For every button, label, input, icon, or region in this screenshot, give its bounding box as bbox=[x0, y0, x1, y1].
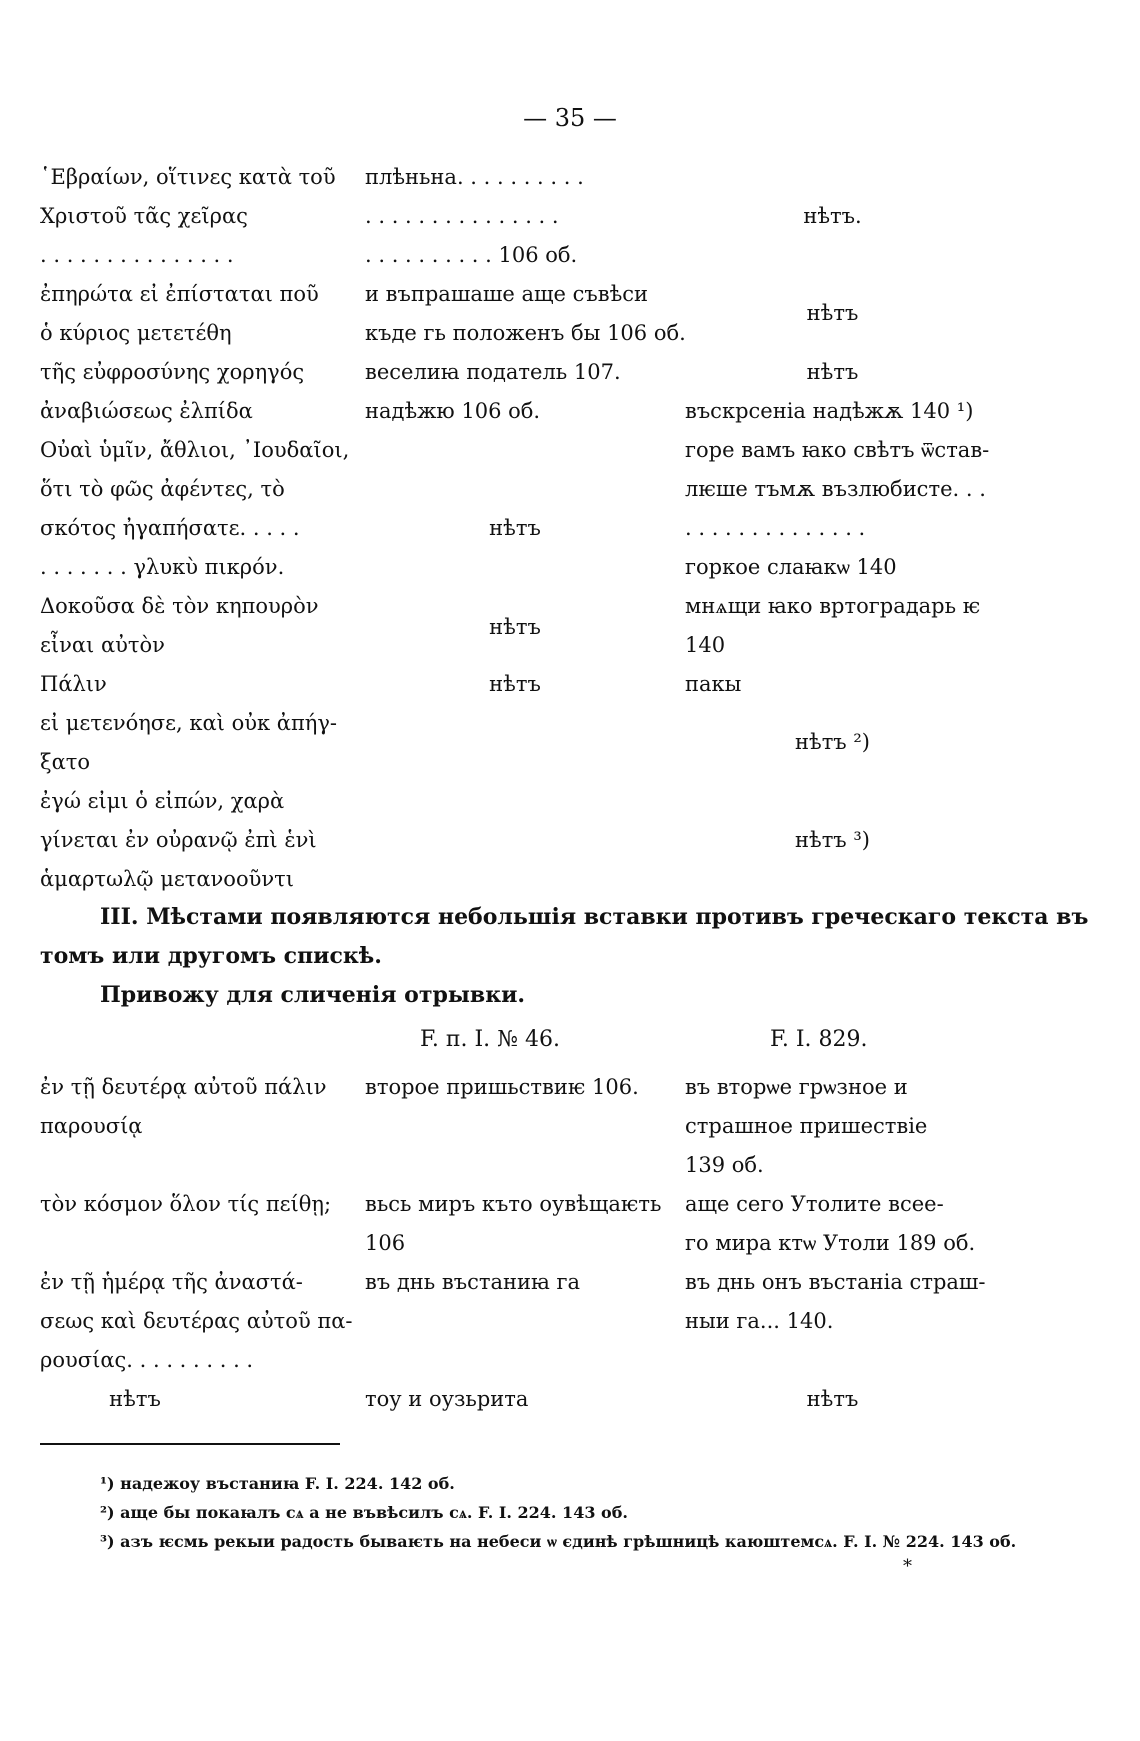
slavonic-fp46-cell-line: нѣтъ bbox=[489, 516, 541, 540]
slavonic-f829-cell-line: аще сего Утолите всее- bbox=[685, 1192, 944, 1216]
greek-cell-line: ὅτι τὸ φῶς ἀφέντες, τὸ bbox=[40, 477, 285, 501]
section-paragraph bbox=[40, 898, 1089, 976]
slavonic-f829-cell bbox=[685, 431, 990, 548]
slavonic-f829-cell-line: 139 об. bbox=[685, 1153, 764, 1177]
greek-cell bbox=[40, 1068, 340, 1146]
slavonic-f829-cell bbox=[685, 353, 980, 392]
slavonic-fp46-cell bbox=[365, 353, 665, 392]
slavonic-f829-cell-line: . . . . . . . . . . . . . . bbox=[685, 516, 866, 540]
paragraph-line-3: Привожу для сличенія отрывки. bbox=[100, 982, 526, 1008]
greek-cell-line: γίνεται ἐν οὐρανῷ ἐπὶ ἑνὶ bbox=[40, 828, 317, 852]
star-mark: * bbox=[903, 1556, 912, 1577]
slavonic-fp46-cell bbox=[365, 1380, 665, 1419]
greek-cell bbox=[40, 236, 340, 275]
slavonic-f829-cell-line: нѣтъ bbox=[806, 360, 859, 384]
paragraph-line-1: III. Мѣстами появляются небольшія вставки противъ греческаго текста въ bbox=[100, 904, 1089, 930]
slavonic-f829-cell bbox=[685, 1185, 980, 1263]
greek-cell bbox=[40, 665, 340, 704]
slavonic-f829-cell-line: го мира ктѡ Утоли 189 об. bbox=[685, 1231, 976, 1255]
greek-cell-line: нѣтъ bbox=[109, 1387, 161, 1411]
greek-cell bbox=[40, 782, 340, 899]
slavonic-f829-cell-line: ныи га... 140. bbox=[685, 1309, 834, 1333]
greek-cell-line: ὁ κύριος μετετέθη bbox=[40, 321, 232, 345]
greek-cell-line: Οὐαὶ ὑμῖν, ἄθλιοι, ᾿Ιουδαῖοι, bbox=[40, 438, 350, 462]
column-header-f829: F. I. 829. bbox=[770, 1027, 868, 1052]
slavonic-fp46-cell-line bbox=[365, 470, 665, 509]
column-header-fp46: F. п. I. № 46. bbox=[420, 1027, 560, 1052]
greek-cell bbox=[40, 1380, 230, 1419]
greek-cell-line: Δοκοῦσα δὲ τὸν κηπουρὸν bbox=[40, 594, 319, 618]
greek-cell bbox=[40, 353, 340, 392]
greek-cell bbox=[40, 587, 340, 665]
slavonic-fp46-cell-line: и въпрашаше аще съвѣси bbox=[365, 282, 648, 306]
slavonic-fp46-cell bbox=[365, 1185, 665, 1263]
slavonic-fp46-cell-line: тоу и оузьрита bbox=[365, 1387, 529, 1411]
slavonic-f829-cell bbox=[685, 1068, 980, 1185]
slavonic-f829-cell bbox=[685, 294, 980, 333]
footnote-3 bbox=[100, 1528, 1017, 1556]
slavonic-f829-cell bbox=[685, 548, 980, 587]
greek-cell-line: ἐν τῇ ἡμέρᾳ τῆς ἀναστά- bbox=[40, 1270, 303, 1294]
slavonic-fp46-cell-line: къде гь положенъ бы 106 об. bbox=[365, 321, 686, 345]
greek-cell bbox=[40, 1263, 353, 1380]
greek-cell-line: Χριστοῦ τᾶς χεῖρας bbox=[40, 204, 248, 228]
footnote-2 bbox=[100, 1499, 980, 1527]
greek-cell-line: ἐπηρώτα εἰ ἐπίσταται ποῦ bbox=[40, 282, 319, 306]
slavonic-fp46-cell bbox=[365, 431, 665, 548]
slavonic-f829-cell-line: нѣтъ bbox=[806, 1387, 859, 1411]
greek-cell-line: ξατο bbox=[40, 750, 91, 774]
greek-cell-line: ἐγώ εἰμι ὁ εἰπών, χαρὰ bbox=[40, 789, 285, 813]
slavonic-f829-cell bbox=[685, 723, 980, 762]
greek-cell-line: τῆς εὐφροσύνης χορηγός bbox=[40, 360, 305, 384]
greek-cell-line: . . . . . . . γλυκὺ πικρόν. bbox=[40, 555, 285, 579]
paragraph-intro bbox=[40, 976, 980, 1015]
slavonic-f829-cell bbox=[685, 1380, 980, 1419]
slavonic-f829-cell-line: нѣтъ. bbox=[803, 204, 862, 228]
slavonic-f829-cell-line: нѣтъ ²) bbox=[795, 730, 870, 754]
slavonic-f829-cell-line: нѣтъ ³) bbox=[795, 828, 870, 852]
slavonic-fp46-cell-line: вьсь миръ къто оувѣщаѥть bbox=[365, 1192, 662, 1216]
slavonic-f829-cell bbox=[685, 392, 980, 431]
slavonic-fp46-cell-line: надѣжю 106 об. bbox=[365, 399, 541, 423]
slavonic-fp46-cell-line: нѣтъ bbox=[489, 672, 541, 696]
greek-cell-line: σεως καὶ δευτέρας αὐτοῦ πα- bbox=[40, 1309, 353, 1333]
slavonic-f829-cell-line: мнѧщи ꙗко вртоградарь ѥ bbox=[685, 594, 981, 618]
slavonic-fp46-cell-line: 106 bbox=[365, 1231, 406, 1255]
slavonic-fp46-cell bbox=[365, 158, 665, 275]
slavonic-f829-cell-line: горе вамъ ꙗко свѣтъ ѿстав- bbox=[685, 438, 990, 462]
greek-cell-line: ἀναβιώσεως ἐλπίδα bbox=[40, 399, 253, 423]
greek-cell bbox=[40, 1185, 340, 1224]
slavonic-fp46-cell-line: . . . . . . . . . . 106 об. bbox=[365, 243, 578, 267]
greek-cell-line: ἐν τῇ δευτέρᾳ αὐτοῦ πάλιν bbox=[40, 1075, 327, 1099]
slavonic-fp46-cell bbox=[365, 1068, 665, 1107]
greek-cell-line: ρουσίας. . . . . . . . . . bbox=[40, 1348, 254, 1372]
slavonic-fp46-cell bbox=[365, 1263, 665, 1302]
page-number: — 35 — bbox=[523, 104, 617, 132]
slavonic-f829-cell-line: 140 bbox=[685, 633, 726, 657]
slavonic-f829-cell-line: лѥше тъмѫ възлюбисте. . . bbox=[685, 477, 986, 501]
greek-cell bbox=[40, 158, 340, 236]
greek-cell bbox=[40, 548, 340, 587]
footnote-mark: ¹) bbox=[100, 1474, 121, 1493]
footnote-text: аще бы покаꙗлъ сѧ а не въвѣсилъ сѧ. F. I. 224. 143 об. bbox=[120, 1503, 628, 1522]
greek-cell-line: ἁμαρτωλῷ μετανοοῦντι bbox=[40, 867, 294, 891]
greek-cell-line: εἰ μετενόησε, καὶ οὐκ ἀπήγ- bbox=[40, 711, 338, 735]
slavonic-fp46-cell-line: нѣтъ bbox=[489, 615, 541, 639]
greek-cell bbox=[40, 275, 340, 353]
paragraph-line-2: томъ или другомъ спискѣ. bbox=[40, 943, 382, 969]
slavonic-fp46-cell-line: плѣньна. . . . . . . . . . bbox=[365, 165, 584, 189]
slavonic-f829-cell-line: горкое слаꙗкѡ 140 bbox=[685, 555, 897, 579]
slavonic-f829-cell bbox=[685, 197, 980, 236]
slavonic-f829-cell bbox=[685, 587, 980, 665]
slavonic-f829-cell bbox=[685, 1263, 986, 1341]
footnote-1 bbox=[100, 1470, 980, 1498]
slavonic-fp46-cell-line: второе пришьствиѥ 106. bbox=[365, 1075, 639, 1099]
footnote-text: азъ ѥсмь рекыи радость бываѥть на небеси ѡ єдинѣ грѣшницѣ каюштемсѧ. F. I. № 224. 143 об. bbox=[120, 1532, 1017, 1551]
greek-cell-line: τὸν κόσμον ὅλον τίς πείθῃ; bbox=[40, 1192, 332, 1216]
slavonic-fp46-cell-line: веселиꙗ податель 107. bbox=[365, 360, 621, 384]
slavonic-fp46-cell-line: . . . . . . . . . . . . . . . bbox=[365, 204, 559, 228]
slavonic-fp46-cell-line: въ днь въстаниꙗ га bbox=[365, 1270, 581, 1294]
slavonic-f829-cell-line: въ днь онъ въстаніа страш- bbox=[685, 1270, 986, 1294]
slavonic-f829-cell-line: нѣтъ bbox=[806, 301, 859, 325]
greek-cell bbox=[40, 431, 350, 548]
greek-cell-line: . . . . . . . . . . . . . . . bbox=[40, 243, 234, 267]
slavonic-f829-cell bbox=[685, 821, 980, 860]
slavonic-fp46-cell bbox=[365, 608, 665, 647]
slavonic-f829-cell-line: страшное пришествіе bbox=[685, 1114, 928, 1138]
greek-cell bbox=[40, 704, 340, 782]
slavonic-f829-cell-line: пакы bbox=[685, 672, 742, 696]
greek-cell-line: εἶναι αὐτὸν bbox=[40, 633, 165, 657]
greek-cell-line: Πάλιν bbox=[40, 672, 107, 696]
greek-cell bbox=[40, 392, 340, 431]
slavonic-f829-cell-line: въ вторѡе грѡзное и bbox=[685, 1075, 908, 1099]
greek-cell-line: σκότος ἠγαπήσατε. . . . . bbox=[40, 516, 300, 540]
slavonic-fp46-cell bbox=[365, 392, 665, 431]
slavonic-fp46-cell bbox=[365, 665, 665, 704]
slavonic-f829-cell bbox=[685, 665, 980, 704]
slavonic-fp46-cell-line bbox=[365, 548, 665, 587]
slavonic-f829-cell-line: въскрсеніа надѣжѫ 140 ¹) bbox=[685, 399, 974, 423]
greek-cell-line: παρουσίᾳ bbox=[40, 1114, 143, 1138]
footnote-text: надежоу въстаниꙗ F. I. 224. 142 об. bbox=[120, 1474, 455, 1493]
footnote-mark: ²) bbox=[100, 1503, 121, 1522]
slavonic-fp46-cell-line bbox=[365, 431, 665, 470]
footnote-divider bbox=[40, 1443, 340, 1445]
slavonic-fp46-cell bbox=[365, 548, 665, 587]
footnote-mark: ³) bbox=[100, 1532, 121, 1551]
slavonic-fp46-cell bbox=[365, 275, 686, 353]
greek-cell-line: ῾Εβραίων, οἵτινες κατὰ τοῦ bbox=[40, 165, 336, 189]
